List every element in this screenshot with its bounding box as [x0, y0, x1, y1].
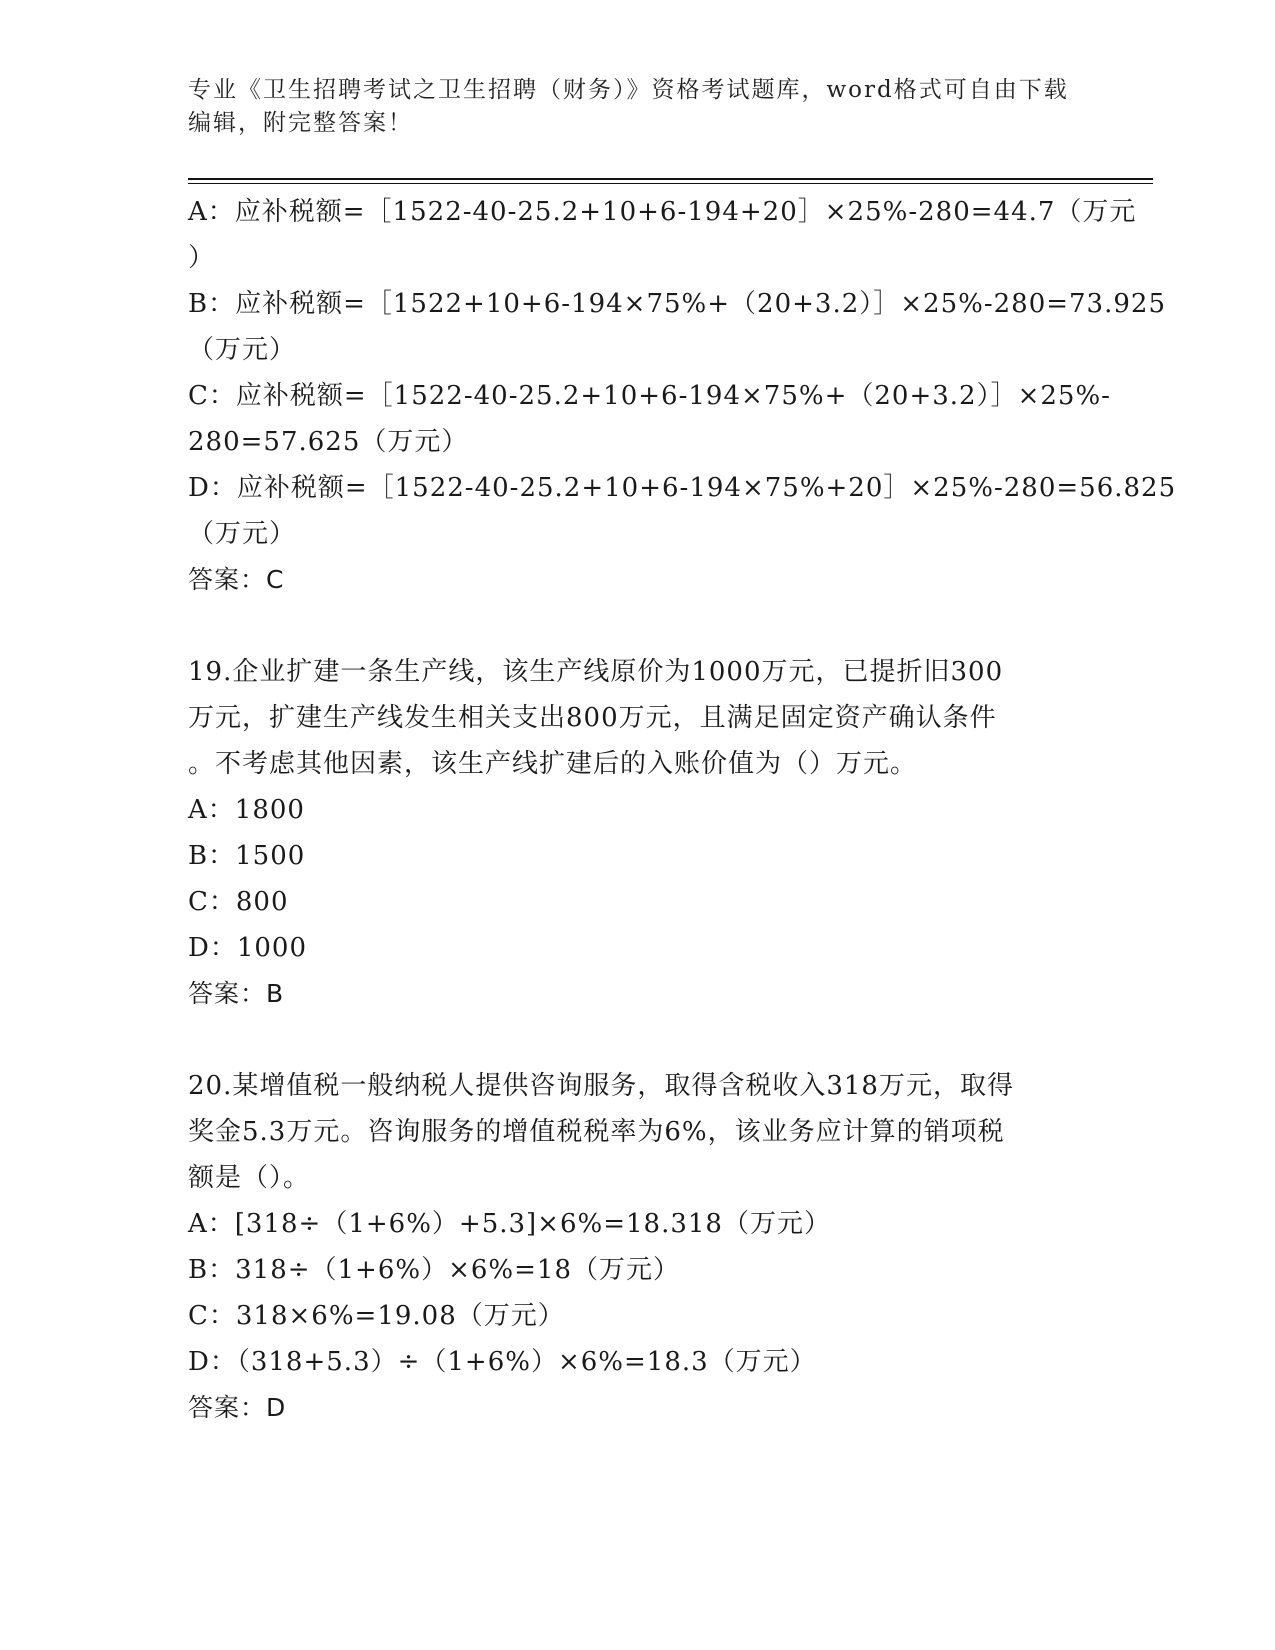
q20-option-b: B：318÷（1+6%）×6%=18（万元） — [188, 1255, 680, 1285]
header-divider-thick — [188, 178, 1153, 180]
q20-option-c: C：318×6%=19.08（万元） — [188, 1301, 565, 1331]
spacer — [188, 603, 1088, 649]
header-divider-thin — [188, 183, 1153, 184]
q20-option-d: D：（318+5.3）÷（1+6%）×6%=18.3（万元） — [188, 1347, 817, 1377]
q18-answer: 答案：C — [188, 565, 285, 594]
q18-option-c-line-2: 280=57.625（万元） — [188, 427, 469, 457]
q19-option-c: C：800 — [188, 887, 289, 917]
q18-option-c-line-1: C：应补税额=［1522-40-25.2+10+6-194×75%+（20+3.2）］×25%- — [188, 381, 1111, 411]
q18-option-b-line-2: （万元） — [188, 335, 297, 365]
q18-option-a-line-2: ） — [188, 243, 216, 273]
q18-option-a-line-1: A：应补税额=［1522-40-25.2+10+6-194+20］×25%-280=44.7（万元 — [188, 197, 1137, 227]
q19-stem-line-1: 19.企业扩建一条生产线，该生产线原价为1000万元，已提折旧300 — [188, 657, 1004, 687]
question-20 — [188, 1063, 1088, 1431]
q19-answer: 答案：B — [188, 979, 285, 1008]
header-line-1: 专业《卫生招聘考试之卫生招聘（财务）》资格考试题库，word格式可自由下载 — [188, 77, 1069, 103]
q20-stem-line-2: 奖金5.3万元。咨询服务的增值税税率为6%，该业务应计算的销项税 — [188, 1117, 1005, 1147]
q19-option-b: B：1500 — [188, 841, 306, 871]
q18-option-d-line-2: （万元） — [188, 519, 297, 549]
header-line-2: 编辑，附完整答案！ — [188, 110, 413, 136]
document-header — [188, 74, 1078, 140]
q18-option-b-line-1: B：应补税额=［1522+10+6-194×75%+（20+3.2）］×25%-280=73.925 — [188, 289, 1166, 319]
q19-stem-line-2: 万元，扩建生产线发生相关支出800万元，且满足固定资产确认条件 — [188, 703, 997, 733]
question-content — [188, 189, 1177, 1431]
question-18 — [188, 189, 1177, 603]
question-19 — [188, 649, 1088, 1017]
q19-stem-line-3: 。不考虑其他因素，该生产线扩建后的入账价值为（）万元。 — [188, 749, 918, 779]
q20-option-a: A：[318÷（1+6%）+5.3]×6%=18.318（万元） — [188, 1209, 831, 1239]
q20-stem-line-3: 额是（）。 — [188, 1163, 311, 1193]
q20-answer: 答案：D — [188, 1393, 287, 1422]
q19-option-d: D：1000 — [188, 933, 308, 963]
q19-option-a: A：1800 — [188, 795, 305, 825]
q18-option-d-line-1: D：应补税额=［1522-40-25.2+10+6-194×75%+20］×25%-280=56.825 — [188, 473, 1177, 503]
q20-stem-line-1: 20.某增值税一般纳税人提供咨询服务，取得含税收入318万元，取得 — [188, 1071, 1014, 1101]
spacer — [188, 1017, 1088, 1063]
